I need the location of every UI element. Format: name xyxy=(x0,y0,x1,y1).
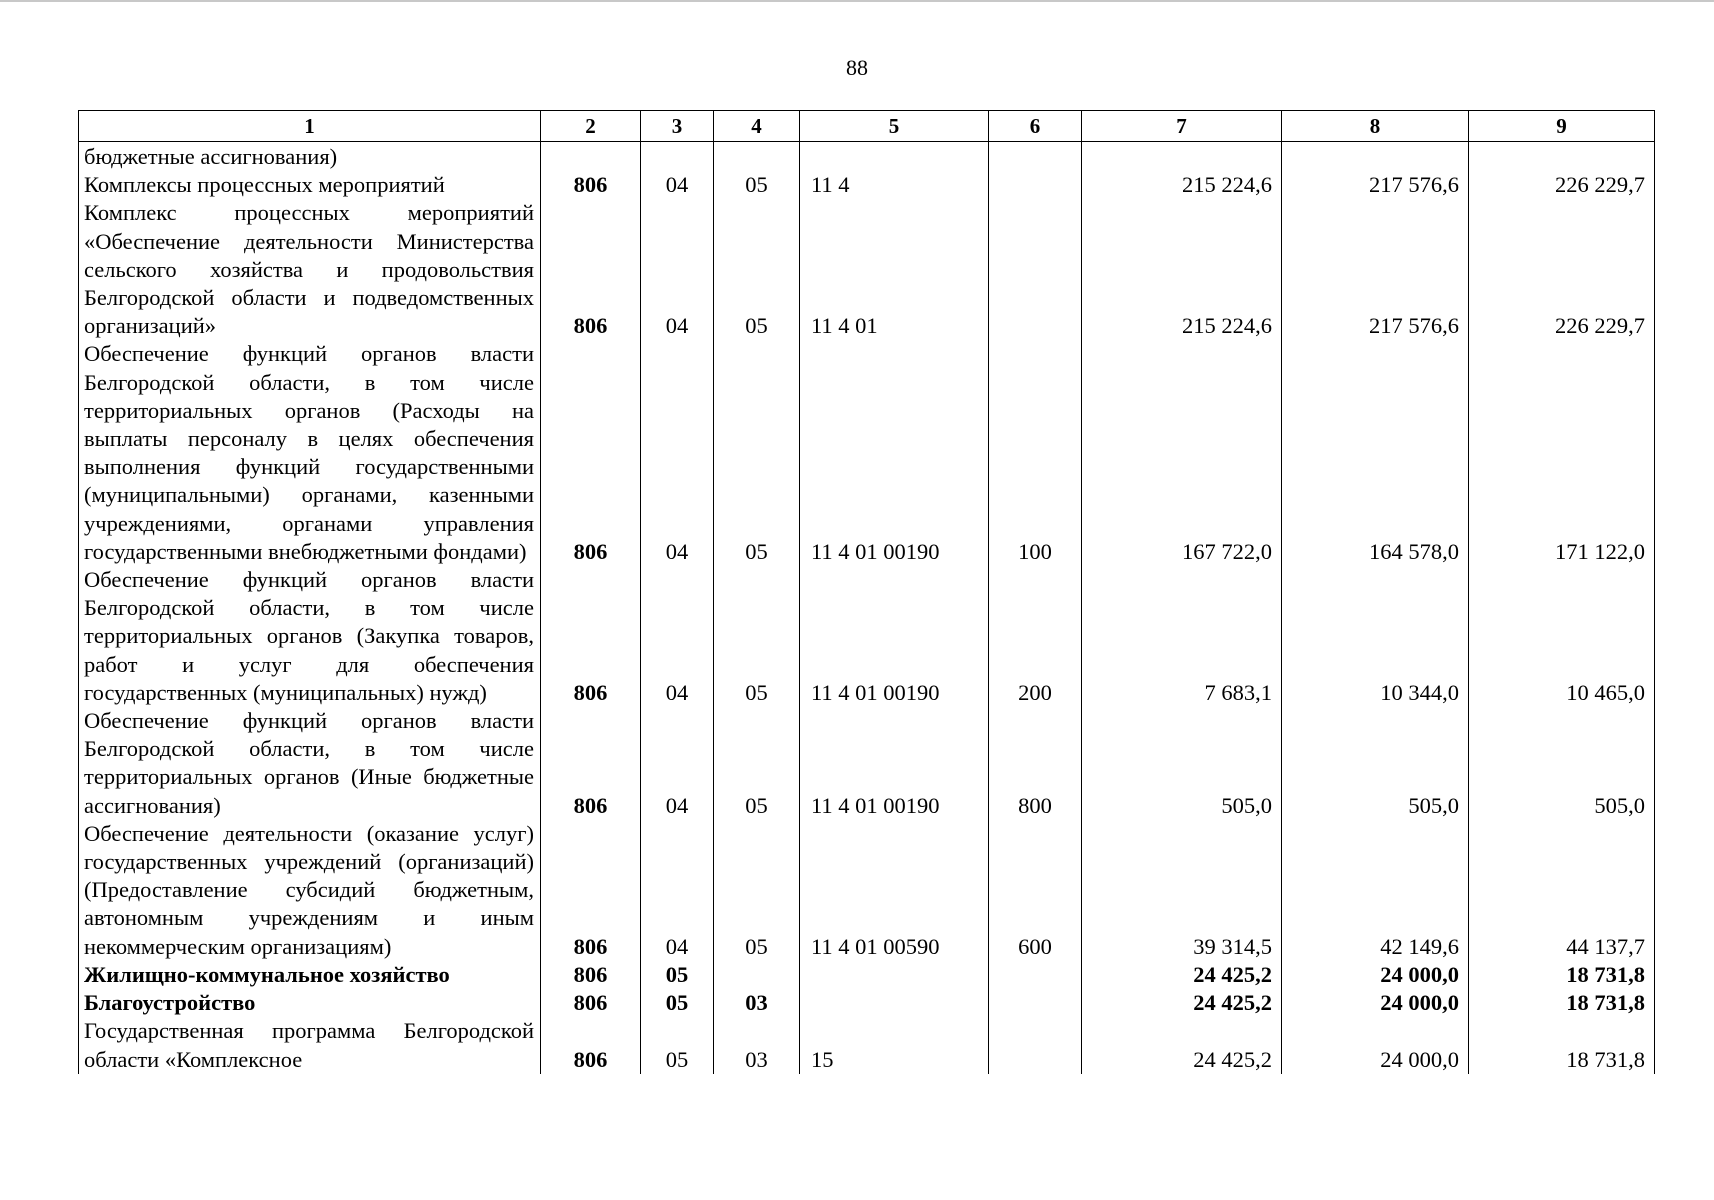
column-header: 9 xyxy=(1469,111,1655,142)
expense-type-code: 100 xyxy=(989,340,1082,566)
amount-2: 24 000,0 xyxy=(1282,1017,1469,1073)
amount-1 xyxy=(1082,142,1282,172)
subsection-code xyxy=(714,961,800,989)
column-header: 8 xyxy=(1282,111,1469,142)
subsection-code: 05 xyxy=(714,707,800,820)
table-row xyxy=(79,820,1655,961)
amount-2: 10 344,0 xyxy=(1282,566,1469,707)
subsection-code: 03 xyxy=(714,1017,800,1073)
admin-code: 806 xyxy=(541,566,641,707)
target-code: 15 xyxy=(800,1017,989,1073)
amount-2: 217 576,6 xyxy=(1282,199,1469,340)
table-row xyxy=(79,989,1655,1017)
section-code: 04 xyxy=(641,340,714,566)
target-code xyxy=(800,989,989,1017)
budget-table xyxy=(78,110,1655,1074)
amount-3: 226 229,7 xyxy=(1469,171,1655,199)
table-row xyxy=(79,142,1655,172)
table-row xyxy=(79,566,1655,707)
expense-type-code: 600 xyxy=(989,820,1082,961)
amount-1: 215 224,6 xyxy=(1082,199,1282,340)
amount-3: 18 731,8 xyxy=(1469,961,1655,989)
row-name: Обеспечение функций органов власти Белгородской области, в том числе территориальных органов (Закупка товаров, работ и услуг для обеспечения государственных (муниципальных) нужд) xyxy=(79,566,541,707)
admin-code: 806 xyxy=(541,961,641,989)
amount-3: 44 137,7 xyxy=(1469,820,1655,961)
table-row xyxy=(79,199,1655,340)
column-header: 5 xyxy=(800,111,989,142)
amount-1: 39 314,5 xyxy=(1082,820,1282,961)
target-code: 11 4 01 00190 xyxy=(800,340,989,566)
row-name: Комплексы процессных мероприятий xyxy=(79,171,541,199)
expense-type-code xyxy=(989,989,1082,1017)
row-name: Обеспечение деятельности (оказание услуг) государственных учреждений (организаций) (Предоставление субсидий бюджетным, автономным учреждениям и иным некоммерческим организациям) xyxy=(79,820,541,961)
scan-edge xyxy=(0,0,1714,2)
subsection-code: 03 xyxy=(714,989,800,1017)
column-header: 6 xyxy=(989,111,1082,142)
section-code: 04 xyxy=(641,820,714,961)
amount-2: 505,0 xyxy=(1282,707,1469,820)
column-header: 7 xyxy=(1082,111,1282,142)
amount-1: 24 425,2 xyxy=(1082,1017,1282,1073)
section-code xyxy=(641,142,714,172)
admin-code: 806 xyxy=(541,707,641,820)
table-row xyxy=(79,961,1655,989)
section-code: 05 xyxy=(641,989,714,1017)
target-code: 11 4 01 xyxy=(800,199,989,340)
section-code: 05 xyxy=(641,961,714,989)
amount-3: 505,0 xyxy=(1469,707,1655,820)
admin-code: 806 xyxy=(541,1017,641,1073)
amount-2: 217 576,6 xyxy=(1282,171,1469,199)
row-name: бюджетные ассигнования) xyxy=(79,142,541,172)
target-code: 11 4 01 00190 xyxy=(800,707,989,820)
row-name: Жилищно-коммунальное хозяйство xyxy=(79,961,541,989)
section-code: 04 xyxy=(641,171,714,199)
row-name: Государственная программа Белгородской области «Комплексное xyxy=(79,1017,541,1073)
target-code: 11 4 xyxy=(800,171,989,199)
amount-3: 226 229,7 xyxy=(1469,199,1655,340)
target-code xyxy=(800,961,989,989)
expense-type-code: 200 xyxy=(989,566,1082,707)
table-body xyxy=(79,142,1655,1074)
amount-2: 42 149,6 xyxy=(1282,820,1469,961)
amount-2: 164 578,0 xyxy=(1282,340,1469,566)
admin-code: 806 xyxy=(541,199,641,340)
amount-2: 24 000,0 xyxy=(1282,961,1469,989)
admin-code: 806 xyxy=(541,820,641,961)
admin-code xyxy=(541,142,641,172)
amount-2 xyxy=(1282,142,1469,172)
amount-1: 167 722,0 xyxy=(1082,340,1282,566)
column-header: 3 xyxy=(641,111,714,142)
subsection-code xyxy=(714,142,800,172)
row-name: Обеспечение функций органов власти Белгородской области, в том числе территориальных органов (Иные бюджетные ассигнования) xyxy=(79,707,541,820)
subsection-code: 05 xyxy=(714,566,800,707)
table-row xyxy=(79,171,1655,199)
section-code: 04 xyxy=(641,199,714,340)
amount-3: 18 731,8 xyxy=(1469,989,1655,1017)
row-name: Обеспечение функций органов власти Белгородской области, в том числе территориальных органов (Расходы на выплаты персоналу в целях обеспечения выполнения функций государственными (муниципальными) органами, казенными учреждениями, органами управления государственными внебюджетными фондами) xyxy=(79,340,541,566)
header-row xyxy=(79,111,1655,142)
subsection-code: 05 xyxy=(714,340,800,566)
admin-code: 806 xyxy=(541,989,641,1017)
amount-1: 24 425,2 xyxy=(1082,961,1282,989)
amount-2: 24 000,0 xyxy=(1282,989,1469,1017)
amount-1: 215 224,6 xyxy=(1082,171,1282,199)
column-header: 1 xyxy=(79,111,541,142)
expense-type-code xyxy=(989,199,1082,340)
expense-type-code xyxy=(989,1017,1082,1073)
column-header: 2 xyxy=(541,111,641,142)
section-code: 05 xyxy=(641,1017,714,1073)
row-name: Благоустройство xyxy=(79,989,541,1017)
amount-1: 7 683,1 xyxy=(1082,566,1282,707)
amount-3: 171 122,0 xyxy=(1469,340,1655,566)
subsection-code: 05 xyxy=(714,171,800,199)
admin-code: 806 xyxy=(541,340,641,566)
amount-3: 18 731,8 xyxy=(1469,1017,1655,1073)
amount-3 xyxy=(1469,142,1655,172)
expense-type-code xyxy=(989,961,1082,989)
table-row xyxy=(79,340,1655,566)
section-code: 04 xyxy=(641,566,714,707)
amount-1: 24 425,2 xyxy=(1082,989,1282,1017)
subsection-code: 05 xyxy=(714,199,800,340)
expense-type-code xyxy=(989,171,1082,199)
amount-3: 10 465,0 xyxy=(1469,566,1655,707)
amount-1: 505,0 xyxy=(1082,707,1282,820)
subsection-code: 05 xyxy=(714,820,800,961)
table-row xyxy=(79,1017,1655,1073)
page-number: 88 xyxy=(846,55,868,80)
target-code: 11 4 01 00590 xyxy=(800,820,989,961)
target-code: 11 4 01 00190 xyxy=(800,566,989,707)
expense-type-code: 800 xyxy=(989,707,1082,820)
target-code xyxy=(800,142,989,172)
expense-type-code xyxy=(989,142,1082,172)
admin-code: 806 xyxy=(541,171,641,199)
column-header: 4 xyxy=(714,111,800,142)
table-row xyxy=(79,707,1655,820)
section-code: 04 xyxy=(641,707,714,820)
row-name: Комплекс процессных мероприятий «Обеспечение деятельности Министерства сельского хозяйства и продовольствия Белгородской области и подведомственных организаций» xyxy=(79,199,541,340)
